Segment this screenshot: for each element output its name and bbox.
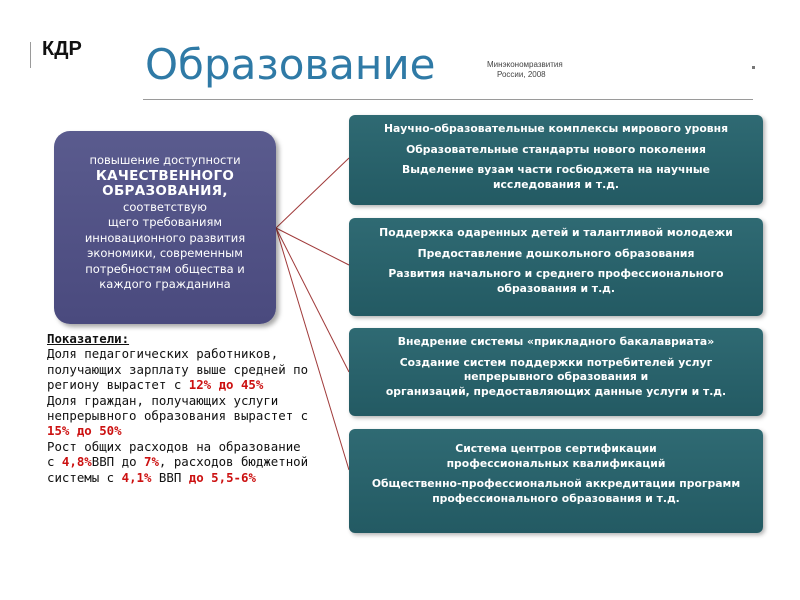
direction-item: Общественно-профессиональной аккредитации программ профессионального образования и т.д.: [371, 477, 741, 505]
indicator-2-value: 15% до 50%: [47, 423, 122, 439]
indicator-4-mid: ВВП: [151, 469, 189, 485]
indicators-header: Показатели:: [47, 331, 130, 346]
indicator-3-mid: ВВП до: [91, 454, 144, 470]
goal-box: [54, 131, 276, 324]
goal-line-6: потребностям общества и: [85, 261, 245, 276]
direction-item: Выделение вузам части госбюджета на научные исследования и т.д.: [402, 163, 710, 191]
source-line-2: России, 2008: [497, 70, 546, 79]
goal-line-4: инновационного развития: [84, 230, 246, 245]
goal-line-2: [62, 184, 268, 215]
connector-line-2: [276, 228, 349, 265]
direction-item: Предоставление дошкольного образования: [417, 246, 695, 260]
indicator-4-text: , расходов бюджетной системы с: [47, 454, 309, 485]
indicator-3-value-2: 7%: [143, 454, 159, 470]
indicators-block: [47, 331, 312, 485]
indicator-2-text: Доля граждан, получающих услуги непрерывного образования вырастет с: [47, 392, 309, 424]
direction-box-2: [349, 218, 763, 316]
indicator-3-text: Рост общих расходов на образование с: [47, 438, 301, 470]
goal-emphasis-1: КАЧЕСТВЕННОГО: [95, 167, 235, 184]
goal-line-1: повышение доступности: [89, 153, 241, 167]
direction-item: Поддержка одаренных детей и талантливой молодежи: [379, 226, 733, 239]
direction-item: Создание систем поддержки потребителей услуг непрерывного образования и: [399, 355, 713, 383]
direction-item: Система центров сертификации профессиональных квалификаций: [446, 442, 666, 470]
goal-line-7: каждого гражданина: [99, 277, 231, 291]
direction-item: Образовательные стандарты нового поколения: [406, 142, 706, 156]
direction-item: Развития начального и среднего профессионального образования и т.д.: [388, 267, 724, 295]
indicator-1-value: 12% до 45%: [188, 377, 264, 393]
page-title: Образование: [145, 40, 436, 89]
indicator-4-value-2: до 5,5-6%: [188, 469, 256, 485]
direction-item: Внедрение системы «прикладного бакалавриата»: [397, 335, 715, 348]
direction-box-1: [349, 115, 763, 205]
goal-line-5: экономики, современным: [87, 246, 243, 260]
goal-emphasis-2: ОБРАЗОВАНИЯ,: [102, 183, 228, 199]
indicator-3: [47, 439, 312, 485]
direction-item: организаций, предоставляющих данные услуги и т.д.: [385, 384, 727, 398]
indicator-1: [47, 346, 312, 392]
direction-box-3: [349, 328, 763, 416]
direction-box-4: [349, 429, 763, 533]
kdr-label: КДР: [42, 38, 82, 60]
goal-line-2-tail: соответствую: [123, 199, 207, 214]
indicator-3-value-1: 4,8%: [61, 454, 92, 470]
goal-line-3: щего требованиям: [107, 215, 223, 229]
direction-item: Научно-образовательные комплексы мирового уровня: [383, 122, 729, 135]
indicator-4-value-1: 4,1%: [121, 469, 152, 485]
indicator-1-text: Доля педагогических работников, получающих зарплату выше средней по региону вырастет с: [47, 346, 309, 393]
connector-line-1: [276, 158, 349, 228]
indicator-2: [47, 393, 312, 439]
source-line-1: Минэкономразвития: [487, 60, 563, 69]
